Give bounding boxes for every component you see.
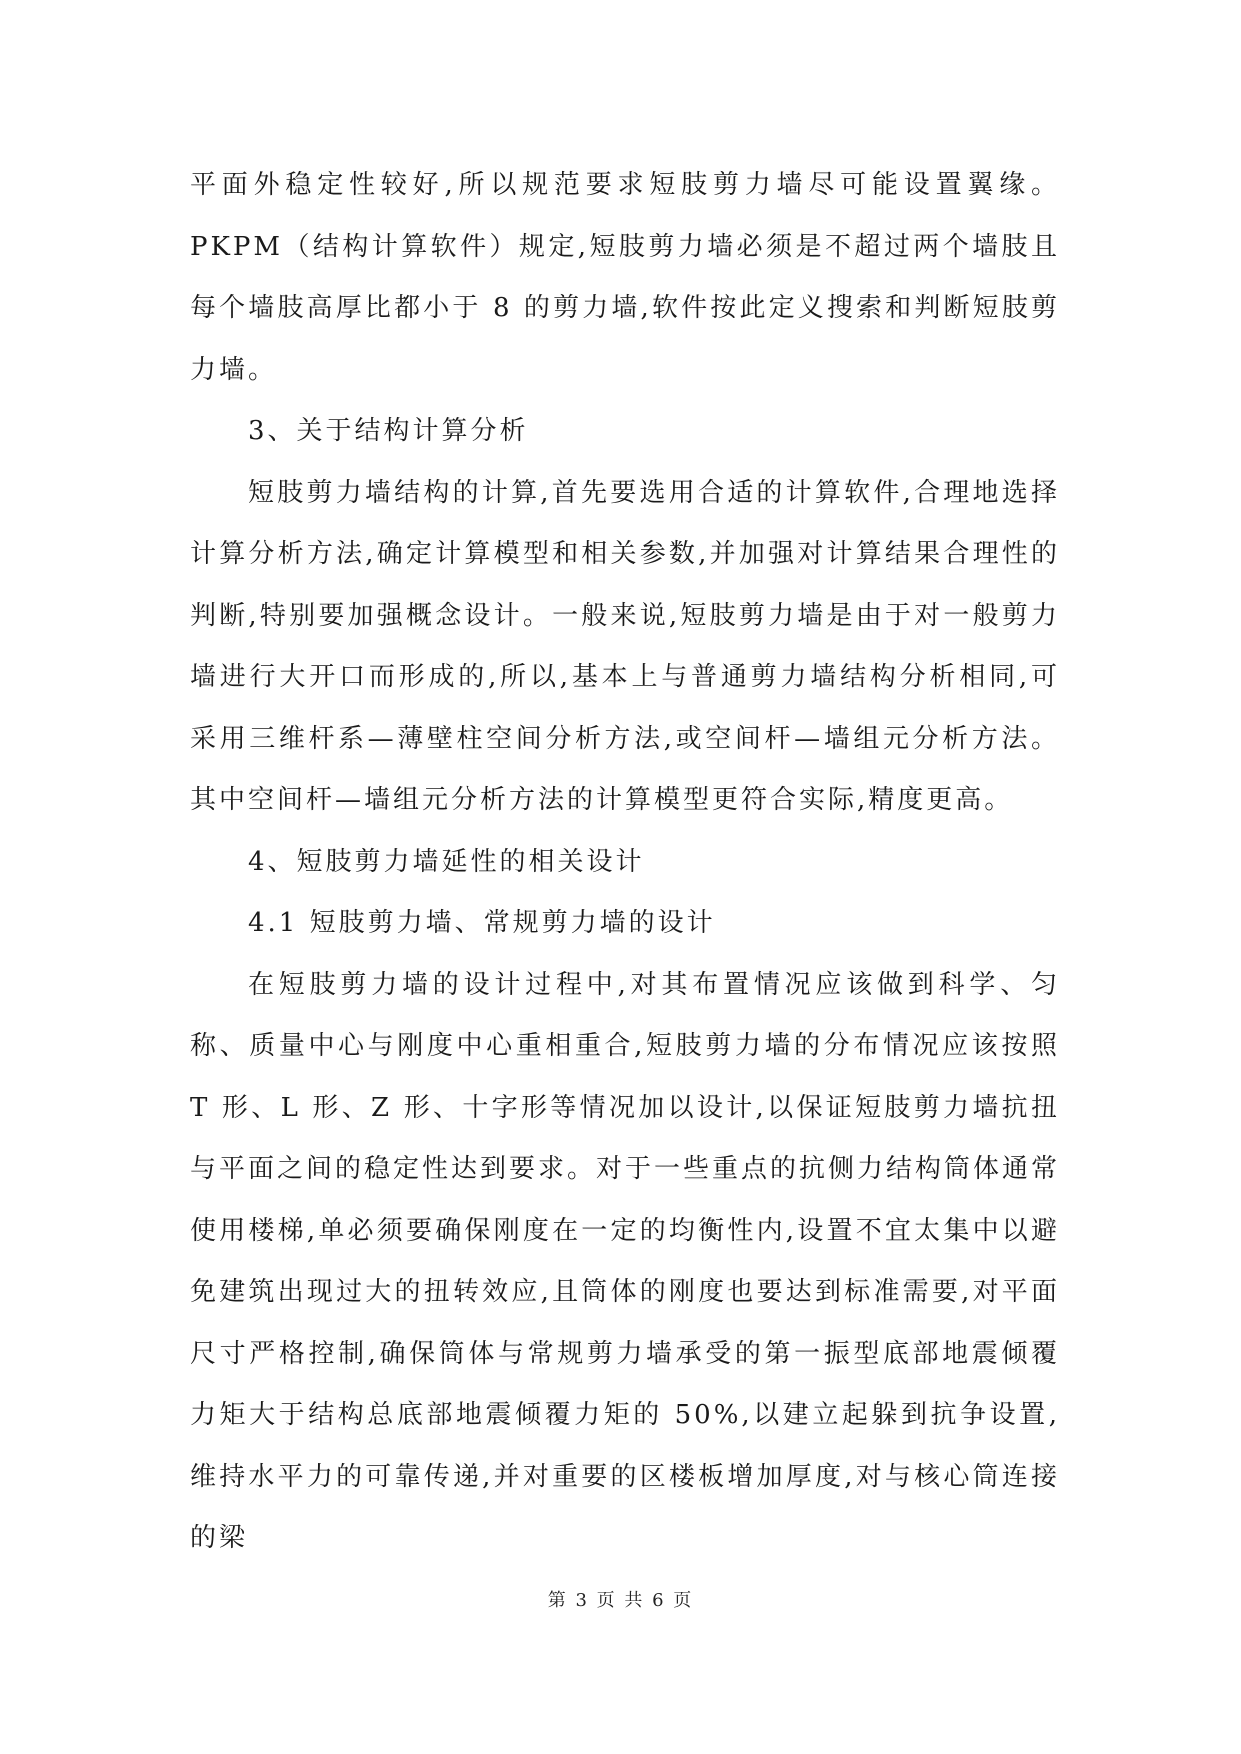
document-body bbox=[190, 155, 1060, 1570]
current-page-number: 3 bbox=[575, 1590, 589, 1611]
paragraph-continuation: 平面外稳定性较好,所以规范要求短肢剪力墙尽可能设置翼缘。PKPM（结构计算软件）规定,短肢剪力墙必须是不超过两个墙肢且每个墙肢高厚比都小于 8 的剪力墙,软件按此定义搜索和判断短肢剪力墙。 bbox=[190, 170, 1060, 385]
subsection-heading-4-1: 4.1 短肢剪力墙、常规剪力墙的设计 bbox=[248, 908, 716, 938]
footer-prefix: 第 bbox=[547, 1590, 568, 1611]
footer-middle: 页 共 bbox=[596, 1590, 645, 1611]
section-heading-4: 4、短肢剪力墙延性的相关设计 bbox=[248, 846, 645, 877]
paragraph-design: 在短肢剪力墙的设计过程中,对其布置情况应该做到科学、匀称、质量中心与刚度中心重相重合,短肢剪力墙的分布情况应该按照 T 形、L 形、Z 形、十字形等情况加以设计,以保证短肢剪力墙抗扭与平面之间的稳定性达到要求。对于一些重点的抗侧力结构筒体通常使用楼梯,单必须要确保刚度在一定的均衡性内,设置不宜太集中以避免建筑出现过大的扭转效应,且筒体的刚度也要达到标准需要,对平面尺寸严格控制,确保筒体与常规剪力墙承受的第一振型底部地震倾覆力矩大于结构总底部地震倾覆力矩的 50%,以建立起躲到抗争设置,维持水平力的可靠传递,并对重要的区楼板增加厚度,对与核心筒连接的梁 bbox=[190, 969, 1061, 1553]
section-heading-3: 3、关于结构计算分析 bbox=[248, 416, 529, 446]
paragraph-structural-analysis: 短肢剪力墙结构的计算,首先要选用合适的计算软件,合理地选择计算分析方法,确定计算模型和相关参数,并加强对计算结果合理性的判断,特别要加强概念设计。一般来说,短肢剪力墙是由于对一般剪力墙进行大开口而形成的,所以,基本上与普通剪力墙结构分析相同,可采用三维杆系—薄壁柱空间分析方法,或空间杆—墙组元分析方法。其中空间杆—墙组元分析方法的计算模型更符合实际,精度更高。 bbox=[190, 477, 1060, 815]
footer-suffix: 页 bbox=[673, 1590, 694, 1611]
total-page-count: 6 bbox=[652, 1590, 666, 1611]
page-footer bbox=[0, 1586, 1241, 1612]
